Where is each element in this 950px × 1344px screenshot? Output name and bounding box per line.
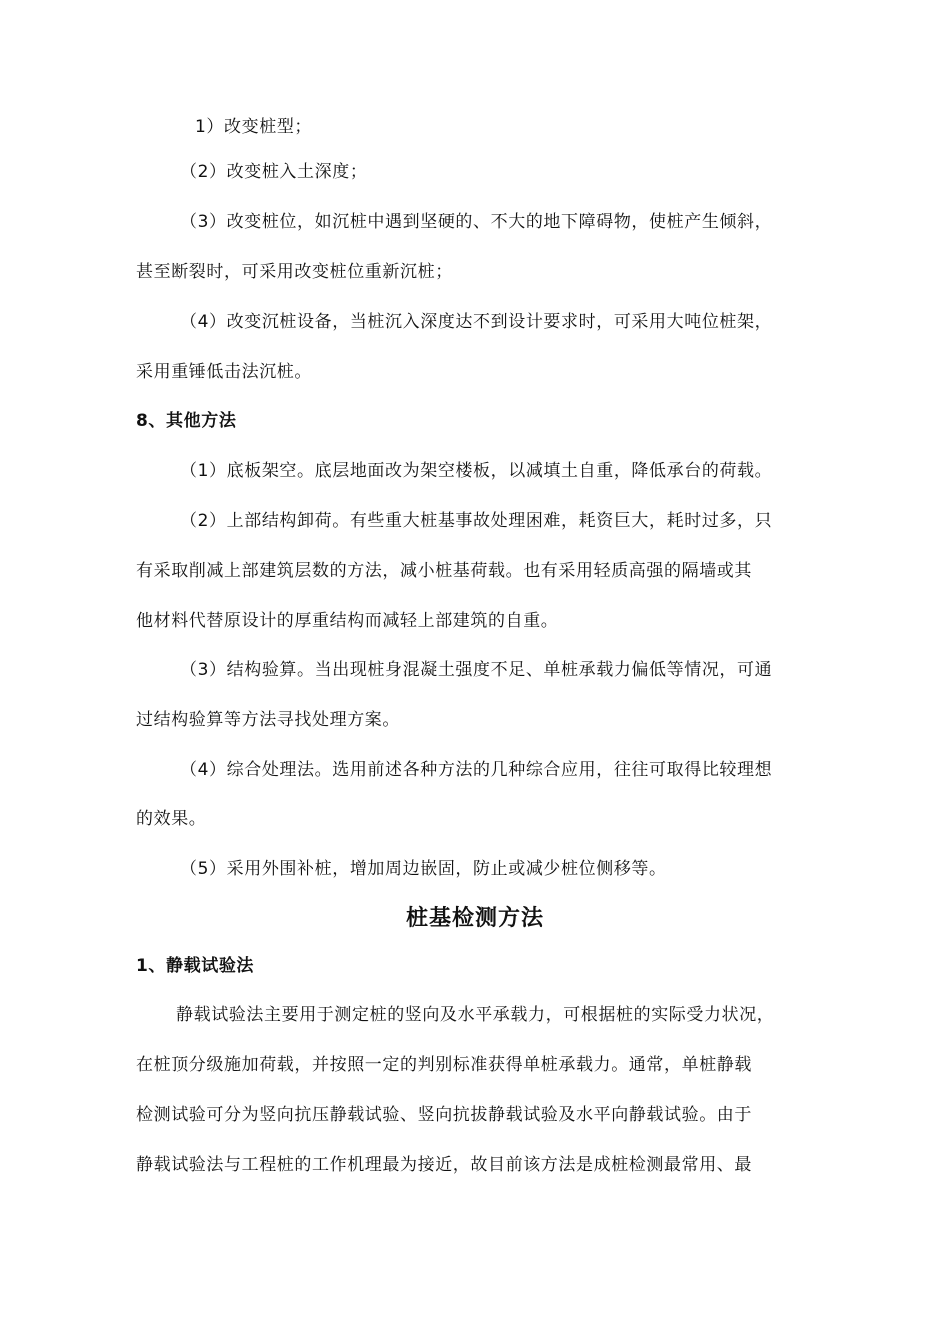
paragraph-line-2: 在桩顶分级施加荷载，并按照一定的判别标准获得单桩承载力。通常，单桩静载 <box>136 1055 752 1075</box>
heading-static-load-test: 1、静载试验法 <box>136 956 255 976</box>
list-item-1: 1）改变桩型； <box>195 117 313 137</box>
list-item-3-line-1: （3）改变桩位，如沉桩中遇到坚硬的、不大的地下障碍物，使桩产生倾斜， <box>180 212 773 232</box>
method-2-line-1: （2）上部结构卸荷。有些重大桩基事故处理困难，耗资巨大，耗时过多，只 <box>180 511 773 531</box>
method-3-line-1: （3）结构验算。当出现桩身混凝土强度不足、单桩承载力偏低等情况，可通 <box>180 660 773 680</box>
method-2-line-2: 有采取削减上部建筑层数的方法，减小桩基荷载。也有采用轻质高强的隔墙或其 <box>136 561 752 581</box>
section-title: 桩基检测方法 <box>405 906 544 931</box>
method-5: （5）采用外围补桩，增加周边嵌固，防止或减少桩位侧移等。 <box>180 859 667 879</box>
list-item-4-line-2: 采用重锤低击法沉桩。 <box>136 362 312 382</box>
paragraph-line-3: 检测试验可分为竖向抗压静载试验、竖向抗拔静载试验及水平向静载试验。由于 <box>136 1105 752 1125</box>
method-3-line-2: 过结构验算等方法寻找处理方案。 <box>136 710 400 730</box>
list-item-3-line-2: 甚至断裂时，可采用改变桩位重新沉桩； <box>136 262 453 282</box>
heading-other-methods: 8、其他方法 <box>136 411 237 431</box>
paragraph-line-1: 静载试验法主要用于测定桩的竖向及水平承载力，可根据桩的实际受力状况， <box>176 1005 775 1025</box>
method-4-line-1: （4）综合处理法。选用前述各种方法的几种综合应用，往往可取得比较理想 <box>180 760 773 780</box>
method-1: （1）底板架空。底层地面改为架空楼板，以减填土自重，降低承台的荷载。 <box>180 461 773 481</box>
list-item-2: （2）改变桩入土深度； <box>180 162 368 182</box>
method-4-line-2: 的效果。 <box>136 809 207 829</box>
list-item-4-line-1: （4）改变沉桩设备，当桩沉入深度达不到设计要求时，可采用大吨位桩架， <box>180 312 773 332</box>
paragraph-line-4: 静载试验法与工程桩的工作机理最为接近，故目前该方法是成桩检测最常用、最 <box>136 1155 752 1175</box>
method-2-line-3: 他材料代替原设计的厚重结构而减轻上部建筑的自重。 <box>136 611 559 631</box>
